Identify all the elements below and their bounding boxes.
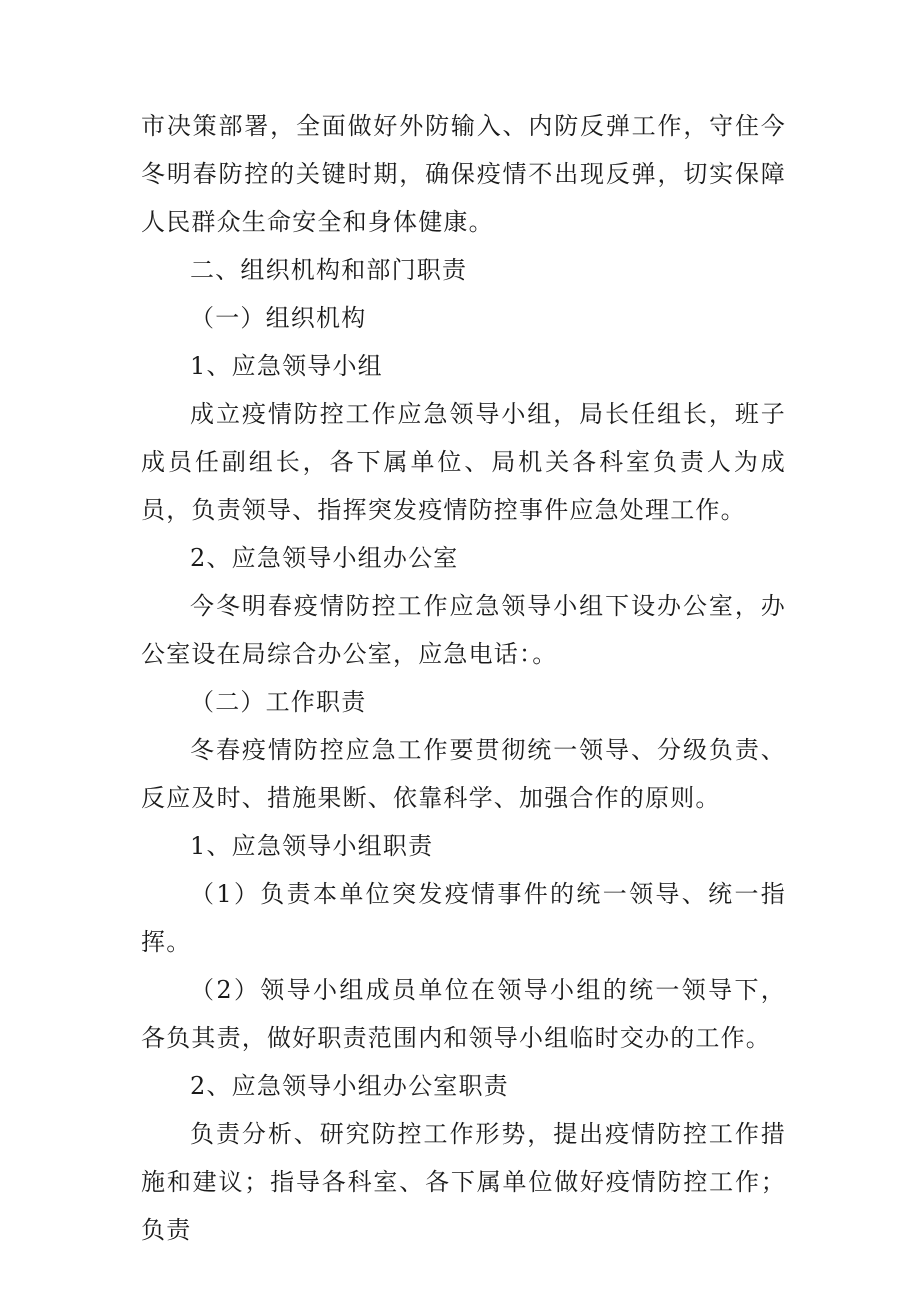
paragraph-continuation: 市决策部署，全面做好外防输入、内防反弹工作，守住今冬明春防控的关键时期，确保疫情不出现反弹，切实保障人民群众生命安全和身体健康。	[141, 112, 786, 236]
paragraph-office-duties: 负责分析、研究防控工作形势，提出疫情防控工作措施和建议；指导各科室、各下属单位做好疫情防控工作；负责	[141, 1120, 786, 1244]
item-heading-leadership-group: 1、应急领导小组	[190, 352, 383, 380]
item-heading-office: 2、应急领导小组办公室	[190, 544, 459, 572]
paragraph-principles: 冬春疫情防控应急工作要贯彻统一领导、分级负责、反应及时、措施果断、依靠科学、加强合作的原则。	[141, 736, 786, 812]
item-heading-group-duties: 1、应急领导小组职责	[190, 832, 434, 860]
paragraph-duty-1-2: （2）领导小组成员单位在领导小组的统一领导下，各负其责，做好职责范围内和领导小组临时交办的工作。	[141, 976, 786, 1052]
paragraph-duty-1-1: （1）负责本单位突发疫情事件的统一领导、统一指挥。	[141, 880, 786, 956]
paragraph-leadership-group: 成立疫情防控工作应急领导小组，局长任组长，班子成员任副组长，各下属单位、局机关各科室负责人为成员，负责领导、指挥突发疫情防控事件应急处理工作。	[141, 400, 786, 524]
paragraph-office: 今冬明春疫情防控工作应急领导小组下设办公室，办公室设在局综合办公室，应急电话：。	[141, 592, 786, 668]
subsection-heading-duties: （二）工作职责	[190, 688, 367, 716]
document-body	[141, 102, 786, 1254]
subsection-heading-structure: （一）组织机构	[190, 304, 367, 332]
section-heading-organization: 二、组织机构和部门职责	[190, 256, 468, 284]
item-heading-office-duties: 2、应急领导小组办公室职责	[190, 1072, 509, 1100]
